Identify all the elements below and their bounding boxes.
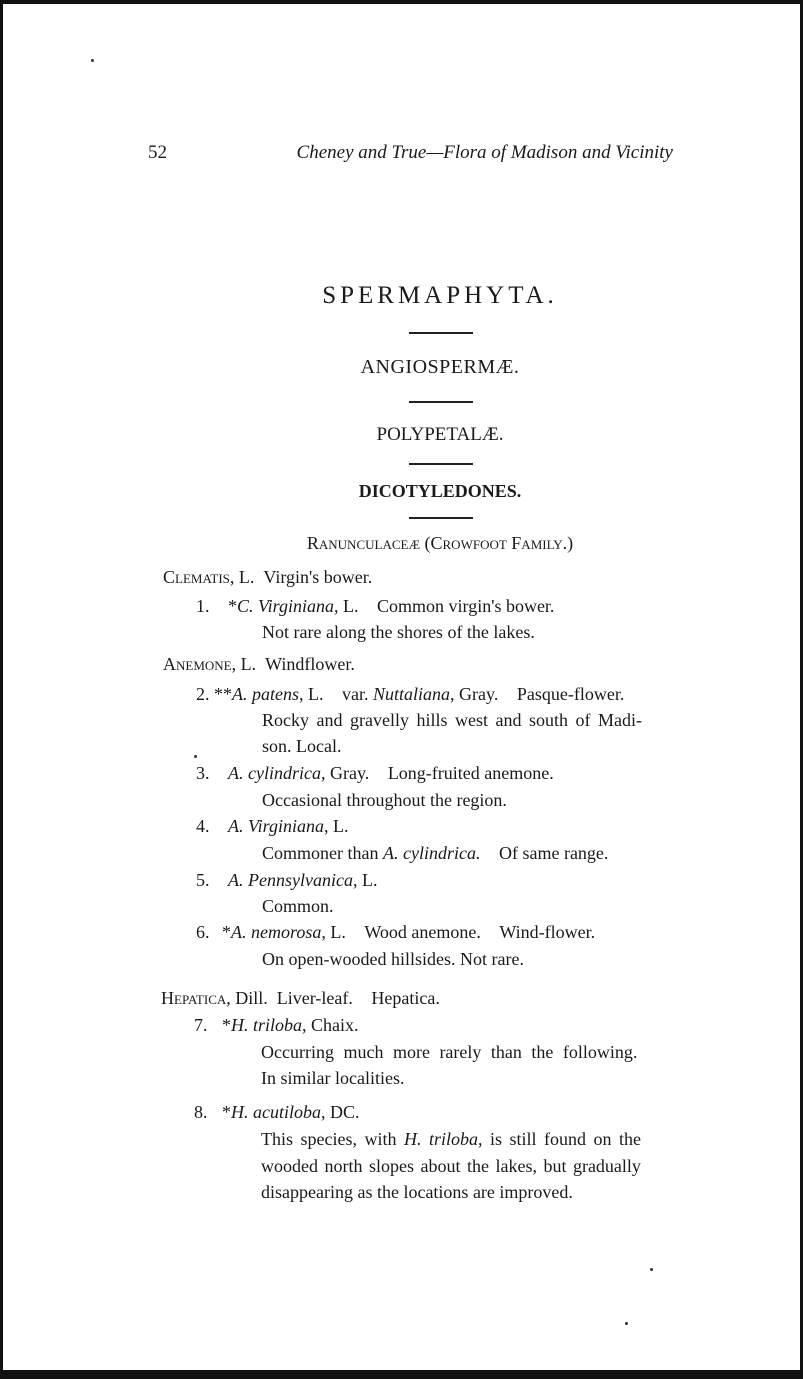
species-mark: * — [228, 596, 237, 616]
species-entry-6 — [222, 922, 595, 943]
species-note: Occurring much more rarely than the following. — [261, 1042, 638, 1062]
note-text: , is still found on the — [478, 1129, 641, 1149]
species-genus: H. — [231, 1015, 249, 1035]
genus-name: Clematis — [163, 567, 230, 587]
species-number: 5. — [196, 870, 210, 890]
scan-speck — [194, 755, 197, 758]
species-common-name: Wood anemone. — [364, 922, 481, 942]
genus-anemone — [163, 654, 355, 675]
species-note: Rocky and gravelly hills west and south of Madi- — [262, 710, 642, 730]
species-genus: A. — [228, 870, 244, 890]
species-note — [261, 1129, 641, 1150]
species-author: , L. — [352, 870, 378, 890]
note-reference: H. triloba — [403, 1129, 478, 1149]
family-heading — [0, 533, 803, 554]
species-author: , Gray. — [320, 763, 370, 783]
species-epithet: patens — [252, 684, 299, 704]
species-author: , L. — [334, 596, 359, 616]
genus-common-name: Liver-leaf. — [276, 988, 353, 1008]
species-number: 1. — [196, 596, 210, 616]
species-epithet: acutiloba — [253, 1102, 321, 1122]
species-mark: * — [222, 1015, 231, 1035]
genus-hepatica — [161, 988, 440, 1009]
species-genus: C. — [237, 596, 254, 616]
species-entry-3 — [228, 763, 554, 784]
species-note — [262, 843, 608, 864]
species-epithet: cylindrica — [248, 763, 321, 783]
species-entry-8 — [222, 1102, 360, 1123]
divider-rule — [409, 517, 473, 519]
genus-clematis — [163, 567, 372, 588]
species-entry-1 — [228, 596, 554, 617]
scan-speck — [650, 1268, 653, 1271]
species-note: On open-wooded hillsides. Not rare. — [262, 949, 524, 969]
species-author: , L. — [321, 922, 346, 942]
species-number: 2. — [196, 684, 210, 704]
species-number: 3. — [196, 763, 210, 783]
note-text: Commoner than — [262, 843, 383, 863]
genus-author: , Dill. — [226, 988, 268, 1008]
genus-author: , L. — [231, 654, 257, 674]
family-name: Ranunculaceæ — [306, 533, 421, 553]
species-entry-5 — [228, 870, 377, 891]
species-epithet: Virginiana — [248, 816, 324, 836]
species-note: Not rare along the shores of the lakes. — [262, 622, 535, 642]
species-genus: A. — [228, 763, 244, 783]
scan-border-bottom — [0, 1370, 803, 1379]
scan-speck — [91, 59, 94, 62]
genus-name: Anemone — [163, 654, 232, 674]
genus-author: , L. — [229, 567, 255, 587]
species-note: Common. — [262, 896, 334, 916]
variety-name: Nuttaliana — [373, 684, 451, 704]
heading-class: ANGIOSPERMÆ. — [360, 356, 520, 378]
scan-speck — [625, 1322, 628, 1325]
variety-author: , Gray. — [450, 684, 499, 704]
genus-common-name-alt: Hepatica. — [371, 988, 440, 1008]
species-note: disappearing as the locations are improved. — [261, 1182, 573, 1202]
species-genus: H. — [231, 1102, 249, 1122]
species-mark: ** — [214, 684, 232, 704]
family-common-name: (Crowfoot Family.) — [424, 533, 574, 553]
genus-name: Hepatica — [161, 988, 227, 1008]
species-entry-2 — [214, 684, 624, 705]
species-common-name: Common virgin's bower. — [377, 596, 555, 616]
genus-common-name: Virgin's bower. — [263, 567, 373, 587]
species-genus: A. — [232, 684, 248, 704]
species-mark: * — [222, 1102, 231, 1122]
note-text: This species, with — [261, 1129, 404, 1149]
species-author: , DC. — [321, 1102, 360, 1122]
divider-rule — [409, 463, 473, 465]
species-epithet: Pennsylvanica — [248, 870, 353, 890]
species-epithet: nemorosa — [251, 922, 322, 942]
species-common-name: Pasque-flower. — [516, 684, 625, 704]
note-reference: A. cylindrica. — [382, 843, 481, 863]
species-entry-4 — [228, 816, 349, 837]
note-text: Of same range. — [498, 843, 609, 863]
species-note: son. Local. — [262, 736, 342, 756]
divider-rule — [409, 332, 473, 334]
species-mark: * — [222, 922, 231, 942]
species-common-name: Long-fruited anemone. — [387, 763, 554, 783]
species-author: , L. — [324, 816, 349, 836]
species-epithet: triloba — [253, 1015, 303, 1035]
page-number: 52 — [148, 142, 167, 163]
species-epithet: Virginiana — [258, 596, 335, 616]
species-note: In similar localities. — [261, 1068, 405, 1088]
variety-label: var. — [342, 684, 369, 704]
species-genus: A. — [228, 816, 244, 836]
species-genus: A. — [231, 922, 247, 942]
divider-rule — [409, 401, 473, 403]
species-author: , Chaix. — [302, 1015, 359, 1035]
species-author: , L. — [299, 684, 324, 704]
heading-phylum: SPERMAPHYTA. — [322, 282, 558, 309]
scan-border-left — [0, 0, 3, 1379]
species-note: wooded north slopes about the lakes, but gradually — [261, 1156, 641, 1176]
scan-border-top — [0, 0, 803, 4]
species-number: 6. — [196, 922, 210, 942]
species-number: 8. — [194, 1102, 208, 1122]
genus-common-name: Windflower. — [265, 654, 355, 674]
species-number: 7. — [194, 1015, 208, 1035]
heading-subclass: POLYPETALÆ. — [376, 424, 504, 445]
species-note: Occasional throughout the region. — [262, 790, 507, 810]
species-number: 4. — [196, 816, 210, 836]
running-title: Cheney and True—Flora of Madison and Vicinity — [296, 142, 673, 163]
heading-division: DICOTYLEDONES. — [358, 481, 522, 501]
species-entry-7 — [222, 1015, 359, 1036]
species-common-name-alt: Wind-flower. — [499, 922, 596, 942]
